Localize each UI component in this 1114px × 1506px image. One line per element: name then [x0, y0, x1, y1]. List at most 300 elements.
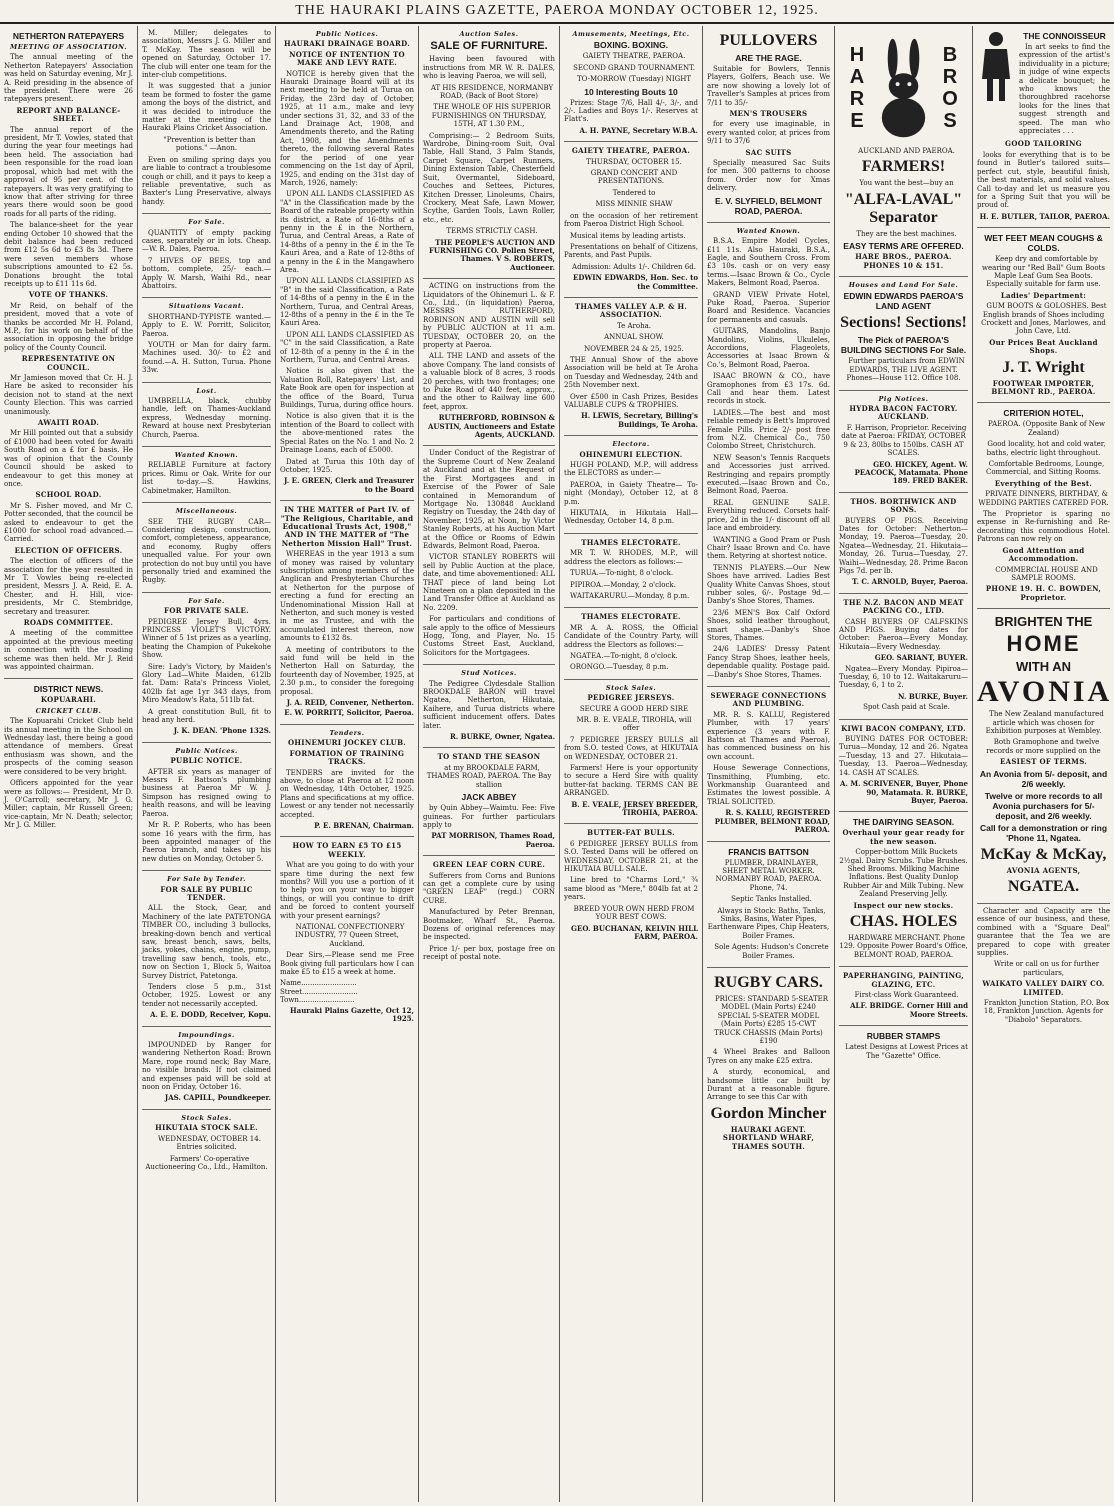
- classified-misc: [142, 503, 271, 593]
- paragraph: PAEROA, in Gaiety Theatre— To-night (Monday), October 12, at 8 p.m.: [564, 480, 698, 506]
- signature: GEO. BUCHANAN, KELVIN HILL FARM, PAEROA.: [571, 923, 698, 941]
- district-news-article: [4, 679, 133, 836]
- signature: RUTHERFORD, ROBINSON & AUSTIN, Auctioneers and Estate Agents, AUCKLAND.: [428, 413, 555, 440]
- paragraph: PLUMBER, DRAINLAYER, SHEET METAL WORKER. NORMANBY ROAD, PAEROA. Phone, 74.: [715, 858, 822, 892]
- paragraph: Character and Capacity are the essence of our business, and these, combined with a "Square Deal" guarantee that the Tea we are prepared to cope with greater supplies.: [977, 906, 1110, 957]
- paragraph: ALL THE LAND and assets of the above Company. The land consists of a valuable block of 8 acres, 3 roods 20 perches, with two frontages; one to Puke Road of 440 feet, approx., and the other to Railway line 600 feet, approx.: [423, 352, 555, 411]
- paragraph: NGATEA.—To-night, 8 o'clock.: [570, 651, 678, 660]
- paragraph: ALL the Stock, Gear, and Machinery of the late PATETONGA TIMBER CO., including 3 bullocks, breaking-down bench and vertical saw, breast bench, saws, belts, jacks, yokes, chains, engine, pump, travelling saw bench, tools, etc., now on Section 1, Block 5, Waitoa Survey District, Patetonga.: [142, 904, 271, 980]
- ad-title: FOR PRIVATE SALE.: [164, 606, 249, 616]
- column-3: [276, 26, 419, 1502]
- section-heading: Pig Notices.: [878, 394, 929, 403]
- subheading: REPRESENTATIVE ON COUNCIL.: [21, 354, 116, 372]
- merchant-name: CHAS. HOLES: [849, 912, 958, 930]
- signature: P. E. BRENAN, Chairman.: [314, 820, 414, 830]
- electorate-ross: [564, 608, 698, 679]
- paragraph: NATIONAL CONFECTIONERY INDUSTRY, 77 Queen Street, Auckland.: [295, 923, 405, 948]
- paragraph: 7 PEDIGREE JERSEY BULLS all from S.O. tested Cows, at HIKUTAIA on WEDNESDAY, OCTOBER 21.: [564, 735, 698, 761]
- classified-ad: A great constitution Bull, fit to head any herd.: [142, 707, 271, 725]
- section-heading: For Sale.: [188, 218, 225, 227]
- merchant-name: J. T. Wright: [1002, 358, 1085, 376]
- ad-subtitle: SAC SUITS: [745, 147, 792, 157]
- bouts-line: 10 Interesting Bouts 10: [584, 86, 678, 97]
- concert-ad: [564, 142, 698, 298]
- drainage-board-notice: [280, 26, 414, 501]
- paragraph: Officers appointed for the year were as follows:— President, Mr D. J. O'Carroll; secretary, Mr J. G. Miller; captain, Mr Russell Green; vice-captain, Mr N. Death; selector, Mr J. G. Miller.: [4, 779, 133, 830]
- signature: R. BURKE, Owner, Ngatea.: [449, 732, 555, 742]
- paragraph: Copper-bottom Milk Buckets 2½gal. Dairy Scrubs. Tube Brushes. Shed Brooms. Milking Machine Inflations. Best Quality Dunlop Rubber Air and Milk Tubing. New Zealand Preserving Jelly.: [839, 848, 968, 899]
- paragraph: Frankton Junction Station, P.O. Box 18, Frankton Junction. Agents for "Diabolo" Separators.: [983, 999, 1110, 1024]
- ad-title: SALE OF FURNITURE.: [430, 40, 548, 53]
- paragraph: Specially measured Sac Suits for men. 300 patterns to choose from. Order now for Xmas delivery.: [707, 159, 830, 193]
- paragraph: PRICES: STANDARD 5-SEATER MODEL (Main Ports) £240 SPECIAL 5-SEATER MODEL (Main Ports) £285 15-CWT TRUCK CHASSIS (Main Ports) £190: [714, 994, 829, 1045]
- section-heading: Stock Sales.: [605, 683, 657, 692]
- sewerage-ad: [707, 687, 830, 842]
- quote: "Prevention is better than potions." —Anon.: [163, 135, 256, 153]
- subheading: ELECTION OF OFFICERS.: [14, 545, 123, 555]
- public-notice: [142, 743, 271, 871]
- paragraph: PAEROA. (Opposite Bank of New Zealand): [988, 420, 1105, 437]
- paragraph: Sole Agents: Hudson's Concrete Boiler Frames.: [714, 943, 829, 960]
- ad-title: HAURAKI DRAINAGE BOARD.: [284, 39, 410, 49]
- paragraph: at my BROOKDALE FARM, THAMES ROAD, PAEROA. The Bay stallion: [426, 763, 552, 789]
- paragraph: Inspect our new stocks.: [853, 900, 954, 910]
- ad-title: WET FEET MEAN COUGHS & COLDS.: [984, 233, 1103, 254]
- product-name: "ALFA-LAVAL" Separator: [844, 190, 963, 226]
- classified-ad: SHORTHAND-TYPISTE wanted.—Apply to E. W. Porritt, Solicitor, Paeroa.: [142, 312, 271, 338]
- avonia-ad: [977, 609, 1113, 904]
- ad-subtitle: MEN'S TROUSERS: [729, 109, 808, 119]
- paragraph: Mr S. Fisher moved, and Mr C. Potter seconded, that the council be asked to endeavour to get the £1000 for school road advanced.—Carried.: [4, 501, 133, 544]
- paragraph: Manufactured by Peter Brennan, Bootmaker, Wharf St., Paeroa. Dozens of original references may be inspected.: [423, 908, 555, 942]
- paragraph: MR. B. E. VEALE, TIROHIA, will offer: [576, 715, 692, 733]
- subheading: KOPUARAHI.: [40, 695, 97, 705]
- earn-weekly-ad: [280, 837, 414, 1029]
- section-heading: Situations Vacant.: [168, 302, 245, 311]
- signature: E. W. PORRITT, Solicitor, Paeroa.: [284, 708, 414, 718]
- subheading: MEETING OF ASSOCIATION.: [10, 43, 127, 51]
- classified-ad: YOUTH or Man for dairy farm. Machines used. 30/- to £2 and found.—A. H. Sutton, Turua. Phone 33w.: [142, 341, 271, 375]
- terms-records: Twelve or more records to all Avonia purchasers for 5/- deposit, and 2/6 weekly.: [984, 790, 1103, 821]
- classified-lost: [142, 383, 271, 447]
- terms: EASY TERMS ARE OFFERED.: [843, 241, 964, 252]
- paragraph: Both Gramophone and twelve records or more supplied on the: [986, 738, 1101, 755]
- paragraph: ANNUAL SHOW.: [604, 333, 664, 342]
- column-2: [138, 26, 276, 1502]
- paragraph: SECURE A GOOD HERD SIRE: [579, 704, 689, 713]
- paragraph: The election of officers of the association for the year resulted in Mr T. Vowles being re-elected president, Messrs J. A. Reid, E. A. Chester, and H. Hill, vice-presidents, Mr C. Stembridge, secretary and treasurer.: [4, 557, 133, 616]
- paragraph: PRIVATE DINNERS, BIRTHDAY, & WEDDING PARTIES CATERED FOR.: [978, 490, 1109, 507]
- paragraph: Mr R. P. Roberts, who has been some 16 years with the firm, has been appointed manager of the Paeroa branch, and takes up his new duties on Monday, October 5.: [142, 821, 271, 863]
- paragraph: by Quin Abbey—Waimtu. Fee: Five guineas. For further particulars apply to: [423, 804, 555, 829]
- classified-ad: RELIABLE Furniture at factory prices. Rimu or Oak. Write for our list to-day.—S. Hawkins, Cabinetmaker, Hamilton.: [142, 461, 271, 495]
- paragraph: NOTICE is hereby given that the Hauraki Drainage Board will at its next meeting to be held at Turua on Friday, the 23rd day of October, 1925, at 11 a.m., make and levy under sections 31, 32, and 33 of the Land Drainage Act, 1908, and Amendments thereto, and the Rating Act, 1908, and the Amendments thereto, the following several Rates for the period of one year commencing on the 1st day of April, 1925, and ending on the 31st day of March, 1926, namely:: [280, 69, 414, 187]
- signature: EDWIN EDWARDS, Hon. Sec. to the Committee.: [573, 273, 698, 291]
- show-ad: [564, 298, 698, 436]
- ad-title: THOS. BORTHWICK AND SONS.: [850, 496, 957, 515]
- stock-sale-ad: [142, 1110, 271, 1178]
- paragraph: on the occasion of her retirement from Paeroa District High School.: [564, 211, 698, 229]
- paragraph: The Proprietor is sparing no expense in Re-furnishing and Re-decorating this commodious Hotel. Patrons can now rely on: [977, 510, 1110, 544]
- coupon-name-line: Name.........................: [280, 979, 357, 988]
- ad-title: WAIKATO VALLEY DAIRY CO. LIMITED.: [982, 979, 1105, 997]
- paragraph: HUGH POLAND, M.P., will address the ELECTORS as under:—: [564, 461, 698, 478]
- signature: B. E. VEALE, JERSEY BREEDER, TIROHIA, PAEROA.: [571, 799, 698, 818]
- section-heading: Wanted Known.: [174, 451, 239, 460]
- agent-name: Gordon Mincher: [710, 1104, 827, 1122]
- paragraph: IMPOUNDED by Ranger for wandering Netherton Road: Brown Mare, rope round neck; Bay Mare, no visible brands. If not claimed and expenses paid will be sold at noon on Friday, October 16.: [142, 1041, 271, 1092]
- paragraph: A sturdy, economical, and handsome little car built by Durant at a reasonable figure. Arrange to see this Car with: [707, 1068, 830, 1102]
- subheading: ROADS COMMITTEE.: [23, 618, 114, 627]
- classified-for-sale: [142, 214, 271, 298]
- ad-subtitle: WITH AN: [1015, 659, 1072, 675]
- coupon-town-line: Town.........................: [280, 996, 355, 1005]
- classified-ad: GUITARS, Mandolins, Banjo Mandolins, Violins, Ukuleles, Accordions, Flageolets, Accessories at Isaac Brown & Co.'s, Belmont Road, Paeroa.: [707, 327, 830, 369]
- classified-ad: NEW Season's Tennis Racquets and Accessories just arrived. Restringing and repairs promptly executed.—Isaac Brown and Co., Belmont Road, Paeroa.: [707, 453, 830, 496]
- paragraph: Write or call on us for further particulars,: [993, 960, 1100, 977]
- mission-hall-notice: [280, 501, 414, 725]
- ad-subtitle: FORMATION OF TRAINING TRACKS.: [289, 748, 405, 767]
- paragraph: COMMERCIAL HOUSE AND SAMPLE ROOMS.: [995, 565, 1098, 582]
- paragraph: WEDNESDAY, OCTOBER 14. Entries solicited.: [158, 1134, 261, 1152]
- criterion-hotel-ad: [977, 403, 1110, 609]
- signature: J. A. REID, Convener, Netherton.: [286, 698, 414, 708]
- paragraph: The New Zealand manufactured article which was chosen for Exhibition purposes at Wembley.: [985, 710, 1104, 735]
- paragraph: Always in Stock: Baths, Tanks, Sinks, Basins, Water Pipes, Earthenware Pipes, Chip Heaters, Boiler Frames.: [707, 906, 830, 940]
- signature: H. LEWIS, Secretary, Billing's Buildings, Te Aroha.: [581, 411, 698, 429]
- paragraph: Ngatea—Every Monday. Pipiroa—Tuesday, 6, 10 to 12. Waitakaruru—Tuesday, 6, 1 to 2.: [839, 664, 968, 690]
- paragraph: GUM BOOTS & GOLOSHES. Best English brands of Shoes including Crockett and Jones, Marlowes, and John Cave, Ltd.: [981, 302, 1107, 336]
- ad-title: FOR SALE BY PUBLIC TENDER.: [160, 884, 253, 902]
- column-5: [560, 26, 703, 1502]
- ad-title: CRITERION HOTEL,: [1003, 408, 1084, 419]
- subheading: REPORT AND BALANCE-SHEET.: [16, 105, 121, 124]
- subheading: CRICKET CLUB.: [35, 706, 102, 715]
- section-heading: Stud Notices.: [461, 669, 517, 678]
- coupon-street-line: Street.........................: [280, 987, 358, 996]
- signature: JAS. CAPILL, Poundkeeper.: [164, 1093, 271, 1103]
- netherton-ratepayers-article: [4, 26, 133, 679]
- butterfat-bulls-ad: [564, 824, 698, 947]
- headline: DISTRICT NEWS.: [33, 684, 104, 695]
- paragraph: MR A. A. ROSS, the Official Candidate of the Country Party, will address the Electors as follows:—: [564, 623, 698, 649]
- ad-subtitle: Ladies' Department:: [1000, 290, 1087, 300]
- paragraph: Mr Hill pointed out that a subsidy of £1000 had been voted for Awaiti South Road on a £ for £ basis. He was of opinion that the County Council should be asked to endeavour to get this money at once.: [4, 429, 133, 488]
- section-heading: Houses and Land For Sale.: [848, 281, 959, 290]
- ad-title: GAIETY THEATRE, PAEROA.: [571, 146, 691, 156]
- edwin-edwards-ad: [839, 277, 968, 391]
- paragraph: The Kopuarahi Cricket Club held its annual meeting in the School on Wednesday last, there being a good attendance of members. Great enthusiasm was shown, and the prospects of the coming season were considered to be very bright.: [4, 717, 133, 776]
- paragraph: SECOND GRAND TOURNAMENT.: [573, 63, 695, 72]
- ad-headline: HOME: [1006, 631, 1081, 657]
- classified-ad: REAL GENUINE SALE. Everything reduced. Corsets half-price, 2d in the 1/- discount off all lace and embroidery.: [707, 498, 830, 533]
- paragraph: UPON ALL LANDS CLASSIFIED AS "C" in the said Classification, a Rate of 12-8th of a penny in the £ in the Northern, Turua, and Central Areas.: [280, 330, 414, 365]
- ad-subtitle: Overhaul your gear ready for the new season.: [842, 828, 965, 846]
- paragraph: Tenders close 5 p.m., 31st October, 1925. Lowest or any tender not necessarily accepted.: [142, 983, 271, 1008]
- paragraph: Keep dry and comfortable by wearing our "Red Ball" Gum Boots Maple Leaf Gum Sea Boots. Especially suitable for farm use.: [982, 255, 1105, 289]
- ad-title: OHINEMURI JOCKEY CLUB.: [287, 738, 407, 748]
- paragraph: AFTER six years as manager of Messrs F. Battson's plumbing business at Paeroa Mr W. J. Simpson has resigned owing to health reasons, and will be leaving Paeroa.: [142, 767, 271, 818]
- paragraph: BUYERS OF PIGS. Receiving Dates for October: Netherton—Monday, 19. Paeroa—Tuesday, 20. Ngatea—Wednesday, 21. Hikutaia—Monday, 26. Turua—Tuesday, 27. Waihi—Wednesday, 28. Prime Bacon Pigs 7d. per lb.: [839, 516, 968, 575]
- paragraph: Notice is also given that the Valuation Roll, Ratepayers' List, and Rate Book are open for inspection at the office of the Board, Turua Buildings, Turua, during office hours.: [280, 367, 414, 410]
- subheading: SCHOOL ROAD.: [35, 490, 102, 500]
- paragraph: The annual report of the president, Mr T. Vowles, stated that during the year four meetings had been held. The association had been responsible for the road loan proposal, which had met with the approval of 95 per cent. of the ratepayers. It was very gratifying to know that after striving for three years there would soon be good roads for all parts of the riding.: [4, 125, 133, 218]
- signature: PHONE 19. H. C. BOWDEN, Proprietor.: [985, 584, 1102, 602]
- signature: PAT MORRISON, Thames Road, Paeroa.: [431, 831, 555, 849]
- paragraph: WAITAKARURU.—Monday, 8 p.m.: [570, 591, 690, 600]
- ad-subtitle: Our Prices Beat Auckland Shops.: [989, 337, 1098, 356]
- paragraph: Further particulars from EDWIN EDWARDS, THE LIVE AGENT. Phones—House 112. Office 108.: [846, 357, 965, 383]
- classified-ad: Sire: Lady's Victory, by Maiden's Glory Lad—White Maiden, 612lb fat. Dam: Rata's Princess Violet, 402lb fat age 1yr 343 days, from Miro Meadow's Rata, 511lb fat.: [142, 662, 271, 705]
- hydra-bacon-ad: [839, 391, 968, 493]
- paragraph: GRAND CONCERT AND PRESENTATIONS.: [590, 169, 678, 186]
- paragraph: Tendered to: [612, 188, 656, 197]
- ad-title: PEDIGREE JERSEYS.: [587, 693, 675, 703]
- paragraph: TO-MORROW (Tuesday) NIGHT: [576, 75, 692, 84]
- paragraph: House Sewerage Connections, Tinsmithing, Plumbing, etc. Workmanship Guaranteed and Estimates the lowest possible. A TRIAL SOLICITED.: [707, 764, 830, 806]
- rugby-cars-ad: [707, 968, 830, 1157]
- agent-location: NGATEA.: [1007, 877, 1080, 895]
- ad-subtitle: GOOD TAILORING: [1005, 139, 1082, 149]
- ad-title: IN THE MATTER of Part IV. of "The Religious, Charitable, and Educational Trusts Act, 1908," AND IN THE MATTER of "The Netherton Mission Hall" Trust.: [280, 505, 414, 548]
- paragraph: A meeting of the committee appointed at the previous meeting in connection with the roading scheme was then held. Mr J. Reid was appointed chairman.: [4, 629, 133, 672]
- hare-bros-logo: [845, 33, 962, 143]
- paragraph: Suitable for Bowlers, Tennis Players, Golfers, Beach use. We are now showing a lovely lot of Traveller's Samples at prices from 7/11 to 35/-: [707, 65, 830, 107]
- subheading: AWAITI ROAD.: [37, 418, 100, 428]
- battson-ad: [707, 842, 830, 968]
- jockey-club-tender: [280, 725, 414, 837]
- classified-ad: 7 HIVES OF BEES, top and bottom, complete, 25/- each.— Apply W. Marsh, Waihi Rd., near Abattoirs.: [142, 256, 271, 290]
- paragraph: ORONGO.—Tuesday, 8 p.m.: [570, 663, 669, 672]
- paragraph: The balance-sheet for the year ending October 10 showed that the debit balance had been reduced from £12 5s 6d to £3 8s 3d. There were seven members whose subscriptions amounted to £2 5s. Donations brought the total receipts up to £11 11s 6d.: [4, 221, 133, 288]
- kiwi-bacon-ad: [839, 720, 968, 813]
- paragraph: Prizes: Stage 7/6, Hall 4/-, 3/-, and 2/-. Ladies and Boys 1/-. Reserves at Flatt's.: [564, 98, 698, 124]
- column-8: [973, 26, 1114, 1502]
- ad-title: SEWERAGE CONNECTIONS AND PLUMBING.: [710, 691, 827, 709]
- paragraph: NOVEMBER 24 & 25, 1925.: [584, 344, 684, 353]
- paragraph: For particulars and conditions of sale apply to the office of Messieurs Hogg, Tong, and Player, No. 15 Customs Street East, Auckland, Solicitors for the Mortgagees.: [423, 615, 555, 657]
- classified-ad: ISAAC BROWN & CO., have Gramophones from £3 17s. 6d. Call and hear them. Latest records in stock.: [707, 372, 830, 406]
- classified-ad: B.S.A. Empire Model Cycles, £11 11s. Also Hauraki, B.S.A., Eagle, and Southern Cross. From £3 10s. cash or on very easy terms.—Isaac Brown & Co., Cycle Makers, Belmont Road, Paeroa.: [707, 237, 830, 288]
- ad-subtitle: ARE THE RAGE.: [735, 53, 802, 63]
- hare-icon: [869, 36, 938, 141]
- paragraph: MISS MINNIE SHAW: [595, 200, 673, 209]
- section-heading: Lost.: [196, 386, 217, 395]
- classified-ad: WANTING a Good Pram or Push Chair? Isaac Brown and Co. have them. Retyring at shortest notice.: [707, 535, 830, 561]
- paragraph: 6 PEDIGREE JERSEY BULLS from S.O. Tested Dams will be offered on WEDNESDAY, OCTOBER 21, at the HIKUTAIA BULL SALE.: [564, 839, 698, 874]
- column-6: [703, 26, 835, 1502]
- signature: A. H. PAYNE, Secretary W.B.A.: [579, 125, 698, 135]
- paragraph: Musical items by leading artists.: [570, 231, 686, 240]
- section-heading: Miscellaneous.: [175, 507, 238, 516]
- election-notice: [564, 436, 698, 534]
- paragraph: THURSDAY, OCTOBER 15.: [586, 157, 682, 166]
- stud-notice: [423, 665, 555, 748]
- signature: A. E. E. DODD, Receiver, Kopu.: [150, 1010, 271, 1020]
- borthwick-ad: [839, 493, 968, 594]
- paragraph: They are the best machines.: [856, 229, 957, 238]
- classified-wanted: [142, 447, 271, 503]
- ad-title: HYDRA BACON FACTORY. AUCKLAND.: [849, 404, 958, 422]
- jerseys-ad: [564, 680, 698, 825]
- ad-title: HOW TO EARN £5 TO £15 WEEKLY.: [292, 841, 402, 859]
- paragraph: Line bred to "Charms Lord," ¾ same blood as "Mere," 804lb fat at 2 years.: [564, 876, 698, 902]
- paragraph: TENDERS are invited for the above, to close at Paeroa at 12 noon on Wednesday, 14th October, 1925. Plans and specifications at my office. Lowest or any tender not necessarily accepted.: [280, 768, 414, 819]
- ad-title: THE N.Z. BACON AND MEAT PACKING CO., LTD.: [843, 597, 964, 616]
- product-name: AVONIA: [977, 675, 1113, 709]
- paragraph: Spot Cash paid at Scale.: [863, 703, 950, 712]
- paragraph: THE Annual Show of the above Association will be held at Te Aroha on Tuesday and Wednesday, 24th and 25th November next.: [564, 355, 698, 390]
- furniture-sale-ad: [423, 26, 555, 279]
- terms-deposit: An Avonia from 5/- deposit, and 2/6 weekly.: [979, 768, 1108, 789]
- column-1: [0, 26, 138, 1502]
- paragraph: Over £500 in Cash Prizes, Besides VALUABLE CUPS & TROPHIES.: [564, 392, 698, 409]
- signature: GEO. HICKEY, Agent. W. PEACOCK, Matamata. Phone 189. FRED BAKER.: [854, 459, 968, 486]
- ad-title: RUGBY CARS.: [714, 973, 823, 991]
- land-auction-ad: [423, 279, 555, 446]
- private-sale-ad: [142, 593, 271, 743]
- signature: R. S. KALLU, REGISTERED PLUMBER, BELMONT ROAD, PAEROA.: [714, 808, 830, 835]
- paragraph: Notice is also given that it is the intention of the Board to collect with the above-mentioned rates the Special Rates on the No. 1 and No. 2 Drainage Loans, each of £5000.: [280, 412, 414, 455]
- ad-subtitle: NOTICE OF INTENTION TO MAKE AND LEVY RATE.: [289, 49, 405, 68]
- section-heading: Tenders.: [329, 728, 365, 737]
- ad-headline: Sections! Sections!: [840, 314, 967, 332]
- ad-title: KIWI BACON COMPANY, LTD.: [841, 723, 966, 733]
- ad-title: HIKUTAIA STOCK SALE.: [155, 1123, 258, 1133]
- signature: HARE BROS., PAEROA. PHONES 10 & 151.: [855, 252, 952, 270]
- ad-title: THAMES VALLEY A.P. & H. ASSOCIATION.: [574, 301, 688, 320]
- ad-title: THAMES ELECTORATE.: [581, 537, 681, 547]
- cricket-continued: [142, 26, 271, 214]
- ad-subtitle: Good Attention and Accommodation.: [1002, 545, 1085, 564]
- paragraph: Dear Sirs,—Please send me Free Book giving full particulars how I can make £5 to £15 a week at home.: [280, 951, 414, 977]
- paragraph: Under Conduct of the Registrar of the Supreme Court of New Zealand at Auckland and at the Request of the First Mortgagees and in Exercise of the Power of Sale contained in Memorandum of Mortgage No. 130848 Auckland Registry on Tuesday, the 24th day of November, 1925, at Noon, by Victor Stanley Roberts, at his Auction Mart at the Office or Rooms of Edwin Edwards, Belmont Road, Paeroa.: [423, 449, 555, 550]
- connoisseur-ad: [977, 26, 1110, 228]
- classified-ad: 24/6 LADIES' Dressy Patent Fancy Strap Shoes, leather heels, dependable quality. Postage paid.—Danby's Shoe Stores, Thames.: [707, 645, 830, 679]
- classified-situations: [142, 298, 271, 382]
- signature: T. C. ARNOLD, Buyer, Paeroa.: [852, 577, 968, 587]
- corn-cure-ad: [423, 856, 555, 968]
- paragraph: Good locality, hot and cold water, baths, electric light throughout.: [986, 440, 1106, 457]
- paragraph: Even on smiling spring days you are liable to contract a troublesome cough or chill, and it pays to keep a reliable preventative, such as Baxter's Lung Preservative, always handy.: [142, 155, 271, 206]
- section-heading: Stock Sales.: [181, 1113, 232, 1122]
- classified-ad: SEE THE RUGBY CAR—Considering design, construction, comfort, completeness, appearance, and economy, Rugby offers unequalled value. For your own protection do not buy until you have personally tried and examined the Rugby.: [142, 517, 271, 585]
- paragraph: Farmers' Co-operative Auctioneering Co., Ltd., Hamilton.: [145, 1154, 268, 1171]
- paragraph: Mr Reid, on behalf of the president, moved that a vote of thanks be accorded Mr H. Poland, M.P., for his work on behalf of the association in opposing the bridge policy of the County Council.: [4, 301, 133, 352]
- waikato-dairy-ad: [977, 904, 1110, 1031]
- classified-ad: PEDIGREE Jersey Bull, 4yrs. PRINCESS VIOLET'S VICTORY. Winner of 5 1st prizes as a yearling, beating the Champion of Pukekohe Show.: [142, 617, 271, 660]
- paragraph: CASH BUYERS OF CALFSKINS AND PIGS. Buying dates for October: Paeroa—Every Monday. Hikutaia—Every Wednesday.: [839, 617, 968, 651]
- paragraph: PIPIROA.—Monday, 2 o'clock.: [570, 580, 676, 589]
- connoisseur-header: [977, 29, 1110, 138]
- ad-title: PULLOVERS: [719, 32, 818, 49]
- pullovers-ad: [707, 26, 830, 223]
- headline: NETHERTON RATEPAYERS: [12, 31, 125, 41]
- ad-title: FRANCIS BATTSON: [728, 846, 809, 857]
- section-heading: For Sale by Tender.: [167, 875, 246, 884]
- paragraph: Price 1/- per box, postage free on receipt of postal note.: [423, 944, 555, 962]
- electorate-rhodes: [564, 534, 698, 608]
- hare-bros-ad: [839, 26, 968, 277]
- paragraph: The annual meeting of the Netherton Ratepayers' Association was held on Saturday evening, Mr J. A. Reid presiding in the absence of the president. There were 26 ratepayers present.: [4, 53, 133, 104]
- terms-heading: EASIEST OF TERMS.: [999, 757, 1088, 767]
- signature: J. K. DEAN. 'Phone 132S.: [173, 726, 271, 736]
- signature: GEO. SARIANT, BUYER.: [874, 653, 968, 663]
- paperhanging-ad: [839, 967, 968, 1026]
- paragraph: The Pedigree Clydesdale Stallion BROOKDALE BARON will travel Ngatea, Netherton, Hikutaia, Kaihere, and Turua districts where sufficient inducement offers. Dates later.: [423, 679, 555, 730]
- impounding-notice: [142, 1027, 271, 1110]
- classified-ad: QUANTITY of empty packing cases, separately or in lots. Cheap.—W. R. Dales, Paeroa.: [142, 228, 271, 254]
- wright-footwear-ad: [977, 228, 1110, 403]
- stallion-name: JACK ABBEY: [461, 792, 517, 803]
- signature: E. V. SLYFIELD, BELMONT ROAD, PAEROA.: [714, 195, 823, 216]
- paragraph: Comfortable Bedrooms, Lounge, Commercial, and Sitting Rooms.: [985, 460, 1105, 477]
- paragraph: Having been favoured with instructions from MR W. R. DALES, who is leaving Paeroa, we will sell,: [423, 55, 555, 81]
- agent-name: McKay & McKay,: [980, 845, 1107, 863]
- ad-title: THAMES ELECTORATE.: [581, 612, 681, 622]
- stallion-ad: [423, 748, 555, 856]
- ad-title: FARMERS!: [861, 158, 946, 176]
- signature: HAURAKI AGENT. SHORTLAND WHARF, THAMES SOUTH.: [722, 1124, 815, 1151]
- column-7: [835, 26, 973, 1502]
- classified-ad: 23/6 MEN'S Box Calf Oxford Shoes, solid leather throughout, smart shape.—Danby's Shoe Stores, Thames.: [707, 608, 830, 642]
- paragraph: MR T. W. RHODES, M.P., will address the electors as follows:—: [564, 549, 698, 566]
- ad-title: THE CONNOISSEUR: [1023, 31, 1106, 41]
- boxing-ad: [564, 26, 698, 142]
- signature: FOOTWEAR IMPORTER, BELMONT RD., PAEROA.: [991, 378, 1096, 396]
- paragraph: Admission: Adults 1/-. Children 6d.: [572, 262, 696, 271]
- paragraph: Mr Jamieson moved that Cr. H. J. Hare be asked to reconsider his decision not to stand at the next County Election. This was carried unanimously.: [4, 374, 133, 416]
- paragraph: TERMS STRICTLY CASH.: [446, 227, 538, 236]
- paragraph: Dated at Turua this 10th day of October, 1925.: [280, 457, 414, 474]
- paragraph: What are you going to do with your spare time during the next few months? Will you use a portion of it to help you on your way to bigger things, or will you continue to drift and be forced to content yourself with your present earnings?: [280, 861, 414, 920]
- ad-title: BOXING. BOXING.: [593, 40, 669, 51]
- classified-ad: UMBRELLA, black, chubby handle, left on Thames-Auckland express, Wednesday morning. Reward at house next Presbyterian Church, Paeroa.: [142, 397, 271, 439]
- paragraph: THE WHOLE OF HIS SUPERIOR FURNISHINGS ON THURSDAY, 15TH, AT 1.30 P.M.,: [431, 103, 551, 129]
- column-4: [419, 26, 560, 1502]
- paragraph: looks for everything that is to be found in Butler's tailored suits—perfect cut, style, beautiful finish, the best materials, and solid values. Call to-day and let us measure you for a Spring Suit that you will be proud of.: [977, 150, 1110, 210]
- paragraph: It was suggested that a junior team be formed to foster the game among the boys of the district, and it was decided to introduce the matter at the meeting of the Hauraki Plains Cricket Association.: [142, 82, 271, 133]
- ad-subtitle: AVONIA AGENTS,: [1006, 865, 1081, 875]
- section-heading: Wanted Known.: [736, 226, 801, 235]
- dairying-ad: [839, 812, 968, 967]
- paragraph: AUCKLAND AND PAEROA.: [858, 147, 955, 155]
- paragraph: WHEREAS in the year 1913 a sum of money was raised by voluntary subscription among members of the Anglican and Presbyterian Churches at Netherton for the purpose of erecting a fund for erecting an Undenominational Mission Hall at Netherton, and such money is vested in me as Trustee, and with the accumulated interest thereon, now amounts to £132 8s.: [280, 550, 414, 643]
- paragraph: A meeting of contributors to the said fund will be held in the Netherton Hall on Saturday, the fourteenth day of November, 1925, at 2.30 p.m., to consider the foregoing proposal.: [280, 645, 414, 696]
- nz-bacon-ad: [839, 594, 968, 720]
- paragraph: Presentations on behalf of Citizens, Parents, and Past Pupils.: [564, 242, 698, 260]
- paragraph: F. Harrison, Proprietor. Receiving date at Paeroa: FRIDAY, OCTOBER 9 & 23, 80lbs to 150lbs. CASH AT SCALES.: [841, 423, 967, 458]
- paragraph: BREED YOUR OWN HERD FROM YOUR BEST COWS.: [573, 904, 695, 922]
- signature: A. M. SCRIVENER, Buyer, Phone 90, Matamata. R. BURKE, Buyer, Paeroa.: [840, 779, 968, 805]
- ad-title: GREEN LEAF CORN CURE.: [432, 860, 546, 870]
- paragraph: M. Miller; delegates to association, Messrs J. G. Miller and T. McKay. The season will be opened on Saturday, October 17. The club will enter one team for the inter-club competitions.: [142, 29, 271, 80]
- paragraph: UPON ALL LANDS CLASSIFIED AS "B" in the said Classification, a Rate of 14-8ths of a penny in the £ in the Northern, Turua, and Central Areas, 12-8ths of a penny in the £ in the Te Kauri Area.: [280, 277, 414, 328]
- mortgagee-sale-ad: [423, 446, 555, 665]
- paragraph: The Pick of PAEROA'S BUILDING SECTIONS For Sale.: [840, 335, 967, 356]
- paragraph: Latest Designs at Lowest Prices at The "Gazette" Office.: [845, 1043, 968, 1060]
- paragraph: First-class Work Guaranteed.: [854, 991, 959, 999]
- paragraph: AT HIS RESIDENCE, NORMANBY ROAD, (Back of Boot Store): [430, 83, 554, 101]
- section-heading: Auction Sales.: [459, 30, 519, 38]
- paragraph: MR. R. S. KALLU, Registered Plumber, with 17 years' experience (3 years with F. Battson at Thames and Paeroa), has commenced business on his own account.: [707, 710, 830, 761]
- paragraph: GAIETY THEATRE, PAEROA.: [582, 52, 686, 61]
- paragraph: Sufferers from Corns and Bunions can get a complete cure by using "GREEN LEAF" (regd.) CORN CURE.: [423, 871, 555, 905]
- coupon-footer: Hauraki Plains Gazette, Oct 12, 1925.: [290, 1005, 414, 1024]
- paragraph: In art seeks to find the expression of the artist's individuality in a picture; in judge of wine expects a delicate bouquet; he who knows the thoroughbred racehorse looks for the lines that suggest strength and speed. The man who appreciates . . .: [1019, 43, 1110, 136]
- paragraph: BUYING DATES FOR OCTOBER: Turua—Monday, 12 and 26. Ngatea—Tuesday, 13 and 27. Hikutaia—Tuesday, 13. Paeroa—Wednesday, 14. CASH AT SCALES.: [839, 735, 968, 777]
- call-to-action: Call for a demonstration or ring 'Phone 11, Ngatea.: [979, 822, 1108, 843]
